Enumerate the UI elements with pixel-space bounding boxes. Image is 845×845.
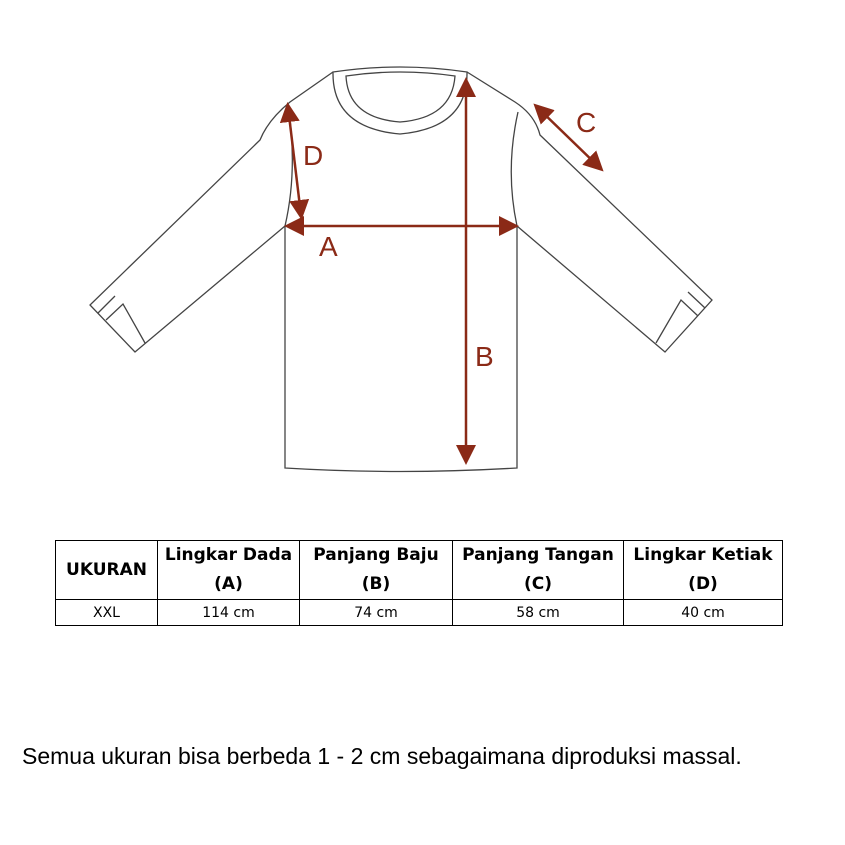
label-b: B (475, 341, 494, 372)
shirt-outline (90, 67, 712, 472)
header-panjang-tangan: Panjang Tangan (C) (453, 541, 624, 600)
label-c: C (576, 107, 597, 138)
table-row (56, 600, 783, 626)
label-a: A (319, 231, 338, 262)
measurement-arrows (288, 82, 600, 460)
cell-lingkar-ketiak: 40 cm (624, 600, 783, 626)
cell-panjang-tangan: 58 cm (453, 600, 624, 626)
size-table (55, 540, 783, 626)
table-header-row (56, 541, 783, 600)
header-panjang-baju: Panjang Baju (B) (300, 541, 453, 600)
cell-panjang-baju: 74 cm (300, 600, 453, 626)
header-lingkar-ketiak: Lingkar Ketiak (D) (624, 541, 783, 600)
label-d: D (303, 140, 324, 171)
cell-lingkar-dada: 114 cm (158, 600, 300, 626)
cell-size: XXL (56, 600, 158, 626)
header-lingkar-dada: Lingkar Dada (A) (158, 541, 300, 600)
disclaimer-note: Semua ukuran bisa berbeda 1 - 2 cm sebagaimana diproduksi massal. (22, 743, 742, 769)
header-ukuran: UKURAN (56, 541, 158, 600)
